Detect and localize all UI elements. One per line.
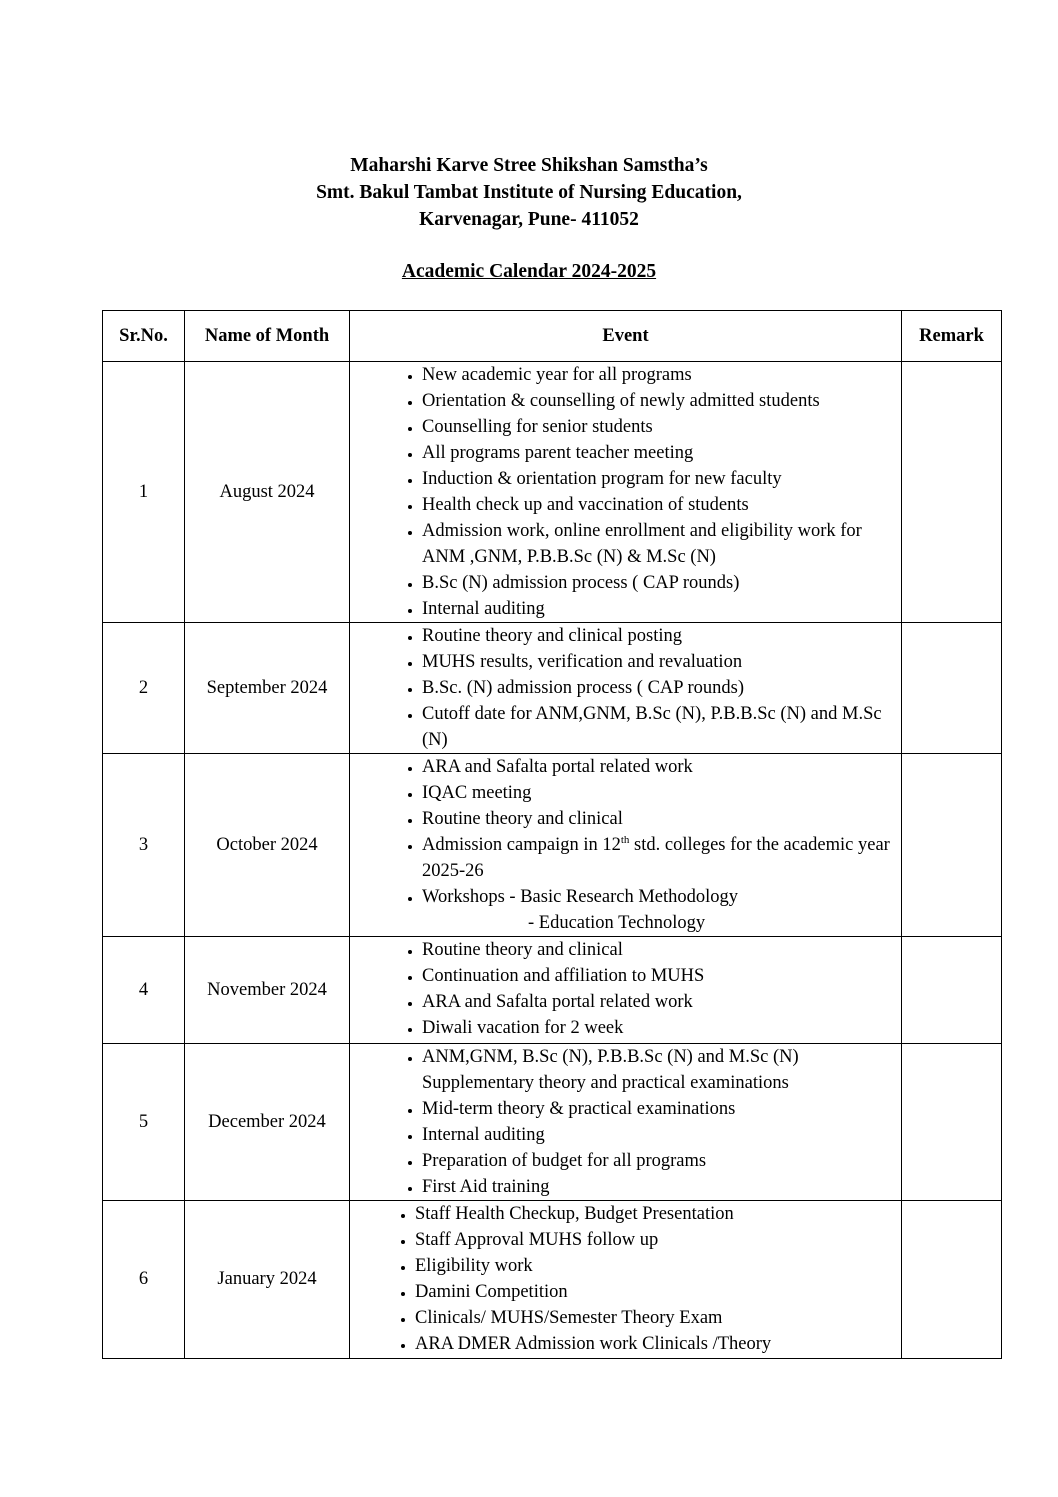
- event-item: • Mid-term theory & practical examinations: [422, 1096, 901, 1122]
- row-events: [350, 623, 902, 754]
- header-line-address: Karvenagar, Pune- 411052: [419, 209, 639, 230]
- campaign-superscript: th: [620, 834, 630, 846]
- event-item: • Admission work, online enrollment and eligibility work for ANM ,GNM, P.B.B.Sc (N) & M.Sc (N): [422, 518, 901, 570]
- event-list: [350, 754, 901, 936]
- event-item: • Staff Approval MUHS follow up: [415, 1227, 901, 1253]
- table-row: [103, 1201, 1002, 1359]
- table-row: [103, 623, 1002, 754]
- event-item: • Clinicals/ MUHS/Semester Theory Exam: [415, 1305, 901, 1331]
- campaign-text-end: std. colleges for the academic year 2025-26: [422, 835, 890, 881]
- header-line-society: Maharshi Karve Stree Shikshan Samstha’s: [350, 155, 708, 176]
- event-item: • Orientation & counselling of newly admitted students: [422, 388, 901, 414]
- row-sr-no: 6: [103, 1201, 185, 1359]
- event-item: • B.Sc. (N) admission process ( CAP rounds): [422, 675, 901, 701]
- event-item: • IQAC meeting: [422, 780, 901, 806]
- row-month: January 2024: [185, 1201, 350, 1359]
- table-row: [103, 754, 1002, 937]
- workshop-line-1: Workshops - Basic Research Methodology: [422, 887, 739, 907]
- event-list: [350, 1201, 901, 1357]
- table-row: [103, 937, 1002, 1044]
- campaign-text-start: Admission campaign in 12: [422, 835, 621, 855]
- row-remark: [902, 362, 1002, 623]
- event-item: • ANM,GNM, B.Sc (N), P.B.B.Sc (N) and M.Sc (N) Supplementary theory and practical examinations: [422, 1044, 901, 1096]
- workshop-line-2: - Education Technology: [528, 913, 706, 933]
- event-item: • All programs parent teacher meeting: [422, 440, 901, 466]
- row-sr-no: 4: [103, 937, 185, 1044]
- event-item-workshops: [422, 884, 901, 936]
- row-month: August 2024: [185, 362, 350, 623]
- event-item: • Counselling for senior students: [422, 414, 901, 440]
- event-item: • New academic year for all programs: [422, 362, 901, 388]
- event-item: • ARA and Safalta portal related work: [422, 989, 901, 1015]
- event-item: • Internal auditing: [422, 1122, 901, 1148]
- row-month: September 2024: [185, 623, 350, 754]
- header-event: Event: [350, 311, 902, 362]
- event-list: [350, 937, 901, 1041]
- row-remark: [902, 1201, 1002, 1359]
- event-item: • ARA and Safalta portal related work: [422, 754, 901, 780]
- row-sr-no: 2: [103, 623, 185, 754]
- row-events: [350, 362, 902, 623]
- event-list: [350, 623, 901, 753]
- header-sr-no: Sr.No.: [103, 311, 185, 362]
- event-item: • Cutoff date for ANM,GNM, B.Sc (N), P.B.B.Sc (N) and M.Sc (N): [422, 701, 901, 753]
- event-item: • Diwali vacation for 2 week: [422, 1015, 901, 1041]
- row-sr-no: 3: [103, 754, 185, 937]
- row-month: November 2024: [185, 937, 350, 1044]
- event-list: [350, 1044, 901, 1200]
- event-item: • ARA DMER Admission work Clinicals /Theory: [415, 1331, 901, 1357]
- event-item: • Induction & orientation program for new faculty: [422, 466, 901, 492]
- table-header-row: [103, 311, 1002, 362]
- table-row: [103, 362, 1002, 623]
- event-item: • Damini Competition: [415, 1279, 901, 1305]
- event-item: • Routine theory and clinical posting: [422, 623, 901, 649]
- row-month: December 2024: [185, 1044, 350, 1201]
- row-remark: [902, 623, 1002, 754]
- row-events: [350, 937, 902, 1044]
- event-item: • Preparation of budget for all programs: [422, 1148, 901, 1174]
- event-item: • Eligibility work: [415, 1253, 901, 1279]
- row-events: [350, 1201, 902, 1359]
- event-item: • Routine theory and clinical: [422, 937, 901, 963]
- row-events: [350, 1044, 902, 1201]
- row-sr-no: 1: [103, 362, 185, 623]
- header-month: Name of Month: [185, 311, 350, 362]
- row-remark: [902, 937, 1002, 1044]
- event-item: • Routine theory and clinical: [422, 806, 901, 832]
- header-line-institute: Smt. Bakul Tambat Institute of Nursing Education,: [316, 182, 742, 203]
- event-item: • Health check up and vaccination of students: [422, 492, 901, 518]
- row-remark: [902, 1044, 1002, 1201]
- event-item: • First Aid training: [422, 1174, 901, 1200]
- event-item: • Staff Health Checkup, Budget Presentation: [415, 1201, 901, 1227]
- event-item: • MUHS results, verification and revaluation: [422, 649, 901, 675]
- institution-header: [0, 152, 1058, 233]
- header-remark: Remark: [902, 311, 1002, 362]
- row-month: October 2024: [185, 754, 350, 937]
- event-item: • B.Sc (N) admission process ( CAP rounds): [422, 570, 901, 596]
- event-item-admission-campaign: [422, 832, 901, 884]
- row-remark: [902, 754, 1002, 937]
- event-item: • Continuation and affiliation to MUHS: [422, 963, 901, 989]
- calendar-title: Academic Calendar 2024-2025: [401, 261, 657, 282]
- academic-calendar-table: [102, 310, 1002, 1359]
- row-sr-no: 5: [103, 1044, 185, 1201]
- table-row: [103, 1044, 1002, 1201]
- event-item: • Internal auditing: [422, 596, 901, 622]
- event-list: [350, 362, 901, 622]
- row-events: [350, 754, 902, 937]
